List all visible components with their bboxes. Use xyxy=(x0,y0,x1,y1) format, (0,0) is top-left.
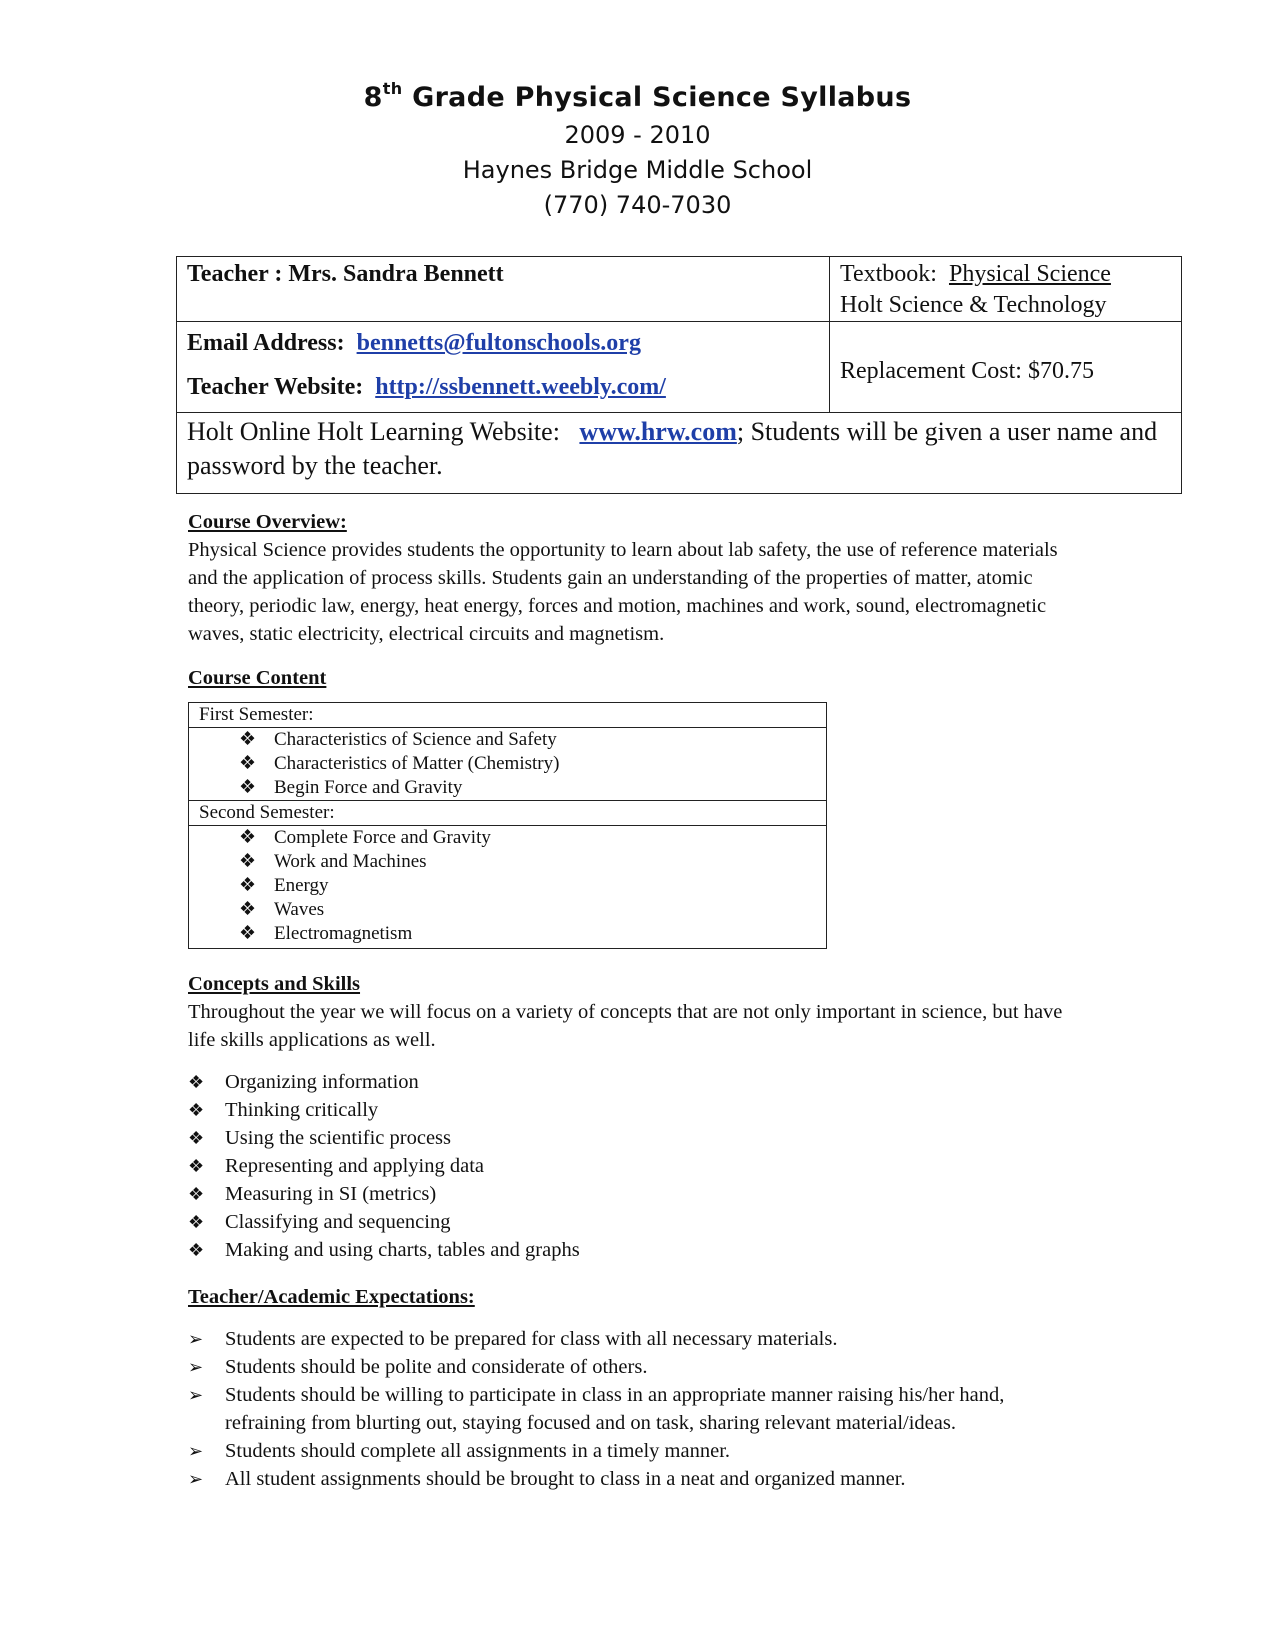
expectations-list xyxy=(188,1325,1088,1493)
holt-link[interactable]: www.hrw.com xyxy=(579,417,737,446)
list-item xyxy=(189,752,826,776)
diamond-bullet-icon: ❖ xyxy=(188,1212,205,1232)
arrow-bullet-icon: ➢ xyxy=(188,1385,204,1405)
school-year: 2009 - 2010 xyxy=(564,121,711,149)
list-item xyxy=(188,1465,1088,1493)
list-item xyxy=(188,1180,1088,1208)
list-item-text: Energy xyxy=(274,875,329,896)
replacement-cost: Replacement Cost: $70.75 xyxy=(840,358,1094,384)
diamond-bullet-icon: ❖ xyxy=(239,875,257,896)
list-item xyxy=(189,776,826,800)
teacher-name: Teacher : Mrs. Sandra Bennett xyxy=(187,261,504,287)
concepts-section xyxy=(188,970,1088,1264)
teacher-name-cell xyxy=(177,257,830,322)
list-item xyxy=(189,850,826,874)
website-link[interactable]: http://ssbennett.weebly.com/ xyxy=(375,374,666,400)
contact-cell xyxy=(177,322,830,413)
second-semester-list xyxy=(189,826,826,948)
list-item xyxy=(188,1124,1088,1152)
arrow-bullet-icon: ➢ xyxy=(188,1357,204,1377)
teacher-info-table xyxy=(176,256,1182,494)
diamond-bullet-icon: ❖ xyxy=(239,827,257,848)
list-item xyxy=(189,826,826,850)
list-item-text: Students should complete all assignments in a timely manner. xyxy=(225,1440,731,1462)
diamond-bullet-icon: ❖ xyxy=(239,923,257,944)
second-semester-label: Second Semester: xyxy=(189,800,826,826)
list-item-text: Making and using charts, tables and graphs xyxy=(225,1239,580,1261)
list-item xyxy=(188,1437,1088,1465)
holt-label: Holt Online Holt Learning Website: xyxy=(187,417,560,446)
diamond-bullet-icon: ❖ xyxy=(239,899,257,920)
course-overview-text: Physical Science provides students the opportunity to learn about lab safety, the use of reference materials and the application of process skills. Students gain an understanding of the properties of matter, atomic theory, periodic law, energy, heat energy, forces and motion, machines and work, sound, electromagnetic waves, static electricity, electrical circuits and magnetism. xyxy=(188,539,1058,645)
textbook-label: Textbook: xyxy=(840,261,937,287)
list-item-text: Waves xyxy=(274,899,325,920)
list-item-text: Using the scientific process xyxy=(225,1127,452,1149)
course-content-table xyxy=(188,702,827,949)
list-item-text: Students should be willing to participate in class in an appropriate manner raising his/her hand, refraining from blurting out, staying focused and on task, sharing relevant material/ideas. xyxy=(225,1384,1005,1434)
list-item xyxy=(189,728,826,752)
page-title xyxy=(0,78,1275,118)
school-name: Haynes Bridge Middle School xyxy=(462,156,813,184)
title-grade-suffix: th xyxy=(382,79,403,98)
diamond-bullet-icon: ❖ xyxy=(188,1184,205,1204)
diamond-bullet-icon: ❖ xyxy=(188,1128,205,1148)
email-link[interactable]: bennetts@fultonschools.org xyxy=(356,330,641,356)
textbook-title: Physical Science xyxy=(948,261,1111,287)
arrow-bullet-icon: ➢ xyxy=(188,1469,204,1489)
list-item xyxy=(188,1353,1088,1381)
concepts-list xyxy=(188,1068,1088,1264)
document-header xyxy=(0,78,1275,223)
expectations-heading: Teacher/Academic Expectations: xyxy=(188,1286,475,1308)
list-item-text: Classifying and sequencing xyxy=(225,1211,451,1233)
list-item-text: Characteristics of Matter (Chemistry) xyxy=(274,753,560,774)
diamond-bullet-icon: ❖ xyxy=(188,1156,205,1176)
list-item xyxy=(189,922,826,946)
diamond-bullet-icon: ❖ xyxy=(188,1072,205,1092)
list-item-text: Students are expected to be prepared for class with all necessary materials. xyxy=(225,1328,838,1350)
list-item xyxy=(188,1325,1088,1353)
list-item xyxy=(189,898,826,922)
list-item-text: Characteristics of Science and Safety xyxy=(274,729,557,750)
list-item xyxy=(188,1096,1088,1124)
list-item-text: All student assignments should be brought to class in a neat and organized manner. xyxy=(225,1468,906,1490)
school-phone: (770) 740-7030 xyxy=(543,191,732,219)
replacement-cost-cell xyxy=(830,322,1182,413)
first-semester-list xyxy=(189,728,826,800)
title-text: Grade Physical Science Syllabus xyxy=(412,82,912,113)
textbook-cell xyxy=(830,257,1182,322)
list-item xyxy=(188,1236,1088,1264)
list-item xyxy=(189,874,826,898)
textbook-publisher: Holt Science & Technology xyxy=(840,292,1107,318)
concepts-heading: Concepts and Skills xyxy=(188,973,361,995)
course-content-heading: Course Content xyxy=(188,667,327,689)
list-item-text: Thinking critically xyxy=(225,1099,379,1121)
diamond-bullet-icon: ❖ xyxy=(239,777,257,798)
holt-note: ; Students will be given a user name and password by the teacher. xyxy=(187,417,1158,480)
course-overview-heading: Course Overview: xyxy=(188,511,347,533)
first-semester-label: First Semester: xyxy=(189,703,826,728)
list-item-text: Measuring in SI (metrics) xyxy=(225,1183,437,1205)
course-content-heading-wrap xyxy=(188,664,1088,692)
email-label: Email Address: xyxy=(187,330,345,356)
diamond-bullet-icon: ❖ xyxy=(188,1100,205,1120)
list-item xyxy=(188,1068,1088,1096)
title-grade-number: 8 xyxy=(363,82,383,113)
list-item-text: Electromagnetism xyxy=(274,923,413,944)
list-item-text: Work and Machines xyxy=(274,851,427,872)
list-item xyxy=(188,1381,1088,1437)
list-item xyxy=(188,1208,1088,1236)
arrow-bullet-icon: ➢ xyxy=(188,1441,204,1461)
diamond-bullet-icon: ❖ xyxy=(239,753,257,774)
arrow-bullet-icon: ➢ xyxy=(188,1329,204,1349)
list-item-text: Organizing information xyxy=(225,1071,419,1093)
diamond-bullet-icon: ❖ xyxy=(239,851,257,872)
concepts-intro: Throughout the year we will focus on a variety of concepts that are not only important in science, but have life skills applications as well. xyxy=(188,1001,1063,1051)
diamond-bullet-icon: ❖ xyxy=(188,1240,205,1260)
list-item xyxy=(188,1152,1088,1180)
website-label: Teacher Website: xyxy=(187,374,364,400)
list-item-text: Complete Force and Gravity xyxy=(274,827,491,848)
list-item-text: Students should be polite and considerate of others. xyxy=(225,1356,648,1378)
course-overview-section xyxy=(188,508,1088,648)
list-item-text: Begin Force and Gravity xyxy=(274,777,463,798)
holt-website-cell xyxy=(177,413,1182,494)
diamond-bullet-icon: ❖ xyxy=(239,729,257,750)
list-item-text: Representing and applying data xyxy=(225,1155,485,1177)
expectations-section xyxy=(188,1283,1088,1493)
